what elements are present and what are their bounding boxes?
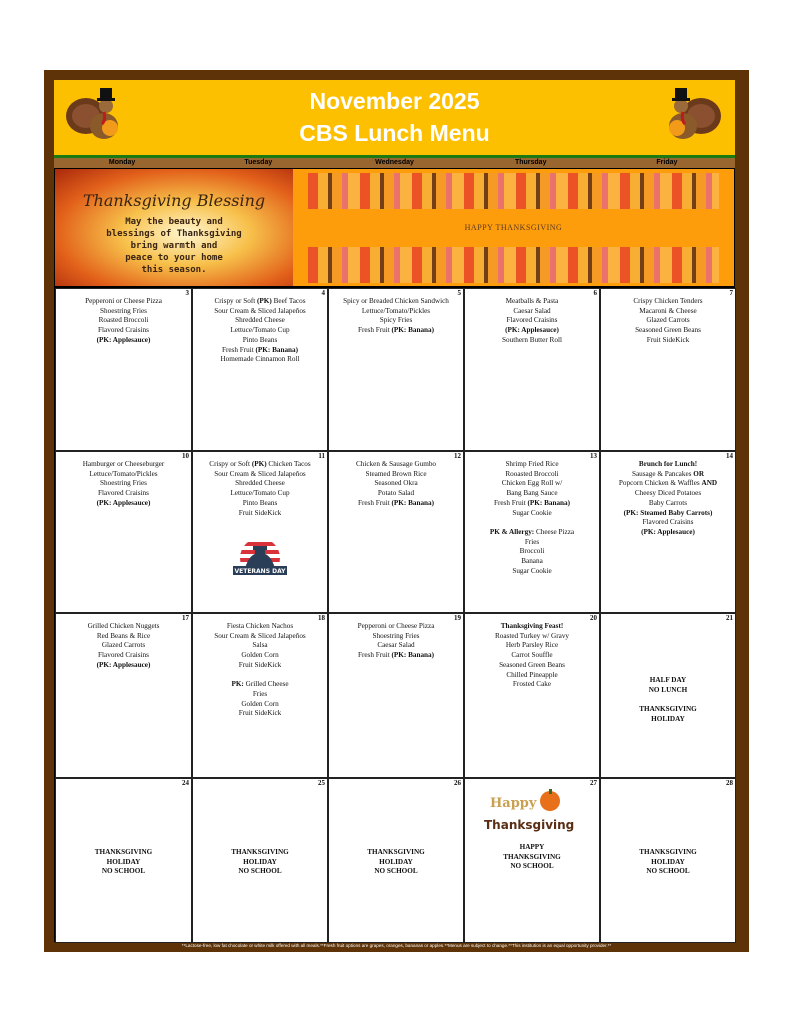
menu-item [331, 867, 461, 877]
menu-item: Shoestring Fries [100, 479, 147, 488]
weekday-label: Friday [656, 159, 678, 166]
menu-item [603, 705, 733, 715]
svg-text:Happy: Happy [490, 796, 537, 811]
menu-item: Sugar Cookie [512, 566, 552, 575]
menu-item: Red Beans & Rice [96, 631, 151, 640]
day-number: 3 [185, 289, 189, 297]
day-cell [464, 613, 600, 778]
menu-item: Sour Cream & Sliced Jalapeños [214, 631, 306, 640]
day-cell [55, 778, 192, 943]
menu-item [603, 676, 733, 686]
menu-item [603, 509, 733, 519]
menu-item: Fresh Fruit (PK: Banana) [357, 326, 435, 335]
menu-item [195, 848, 325, 858]
day-cell [55, 451, 192, 613]
menu-item: Spicy Fries [379, 316, 413, 325]
bold-text: AND [701, 479, 718, 488]
svg-text:Thanksgiving: Thanksgiving [484, 818, 575, 832]
day-number: 11 [318, 452, 325, 460]
menu-item: Potato Salad [377, 489, 415, 498]
svg-text:VETERANS DAY: VETERANS DAY [234, 568, 286, 576]
menu-item [58, 336, 189, 346]
menu-item [603, 695, 733, 705]
bold-text: (PK) [251, 460, 267, 468]
bold-text: NO SCHOOL [238, 867, 282, 876]
menu-item: Grilled Chicken Nuggets [87, 622, 160, 630]
day-number: 7 [729, 289, 733, 297]
menu-item: Crispy or Soft (PK) Beef Tacos [214, 297, 306, 305]
menu-item: Chilled Pineapple [506, 670, 558, 679]
menu-item [467, 843, 597, 853]
floral-border [308, 173, 719, 209]
happy-thanksgiving-image [467, 787, 597, 837]
menu-item: Spicy or Breaded Chicken Sandwich [343, 297, 449, 305]
page-subtitle: CBS Lunch Menu [299, 120, 490, 146]
bold-text: (PK: Steamed Baby Carrots) [623, 508, 713, 517]
menu-item: Shoestring Fries [100, 306, 147, 315]
day-number: 19 [454, 614, 461, 622]
bold-text: THANKSGIVING [503, 852, 561, 861]
menu-item: Lettuce/Tomato/Pickles [361, 306, 431, 315]
blessing-line: peace to your home [125, 253, 223, 263]
day-number: 26 [454, 779, 461, 787]
menu-item [467, 326, 597, 336]
menu-item: Lettuce/Tomato/Pickles [89, 469, 158, 478]
bold-text: HOLIDAY [379, 857, 413, 866]
menu-item [603, 460, 733, 470]
bold-text: HALF DAY [649, 676, 687, 684]
menu-item [58, 858, 189, 868]
bold-text: THANKSGIVING [639, 848, 697, 856]
bold-text: HOLIDAY [106, 857, 141, 866]
menu-item: Flavored Craisins [506, 316, 558, 325]
day-number: 21 [726, 614, 733, 622]
bold-text: PK & Allergy: [489, 527, 535, 536]
bold-text: OR [693, 469, 705, 478]
menu-item: Steamed Brown Rice [365, 469, 427, 478]
bold-text: (PK: Banana) [391, 326, 435, 335]
menu-item: Crispy Chicken Tenders [633, 297, 703, 305]
day-cell [328, 778, 464, 943]
menu-item: PK & Allergy: Cheese Pizza [489, 527, 575, 536]
bold-text: Thanksgiving Feast! [500, 622, 564, 630]
happy-thanksgiving-text: HAPPY THANKSGIVING [464, 223, 563, 232]
menu-item: Roasted Broccoli [98, 316, 149, 325]
day-cell [192, 778, 328, 943]
day-number: 13 [590, 452, 597, 460]
day-cell [464, 778, 600, 943]
menu-item: Flavored Craisins [98, 489, 149, 498]
menu-item: Sausage & Pancakes OR [631, 469, 705, 478]
menu-item [467, 622, 597, 632]
menu-item: Flavored Craisins [98, 651, 149, 660]
day-number: 14 [726, 452, 733, 460]
menu-item: Meatballs & Pasta [505, 297, 559, 305]
day-number: 5 [457, 289, 461, 297]
thanksgiving-blessing-image [55, 169, 293, 286]
menu-item: Glazed Carrots [646, 316, 690, 325]
menu-item: Carrot Souffle [511, 651, 553, 660]
day-cell [600, 778, 736, 943]
menu-item: PK: Grilled Cheese [231, 680, 289, 689]
day-cell [600, 613, 736, 778]
menu-item: Chicken & Sausage Gumbo [355, 460, 437, 468]
bold-text: (PK: Applesauce) [505, 326, 559, 335]
weekday-label: Tuesday [244, 159, 273, 166]
menu-item: Chicken Egg Roll w/ [501, 479, 563, 488]
blessing-line: May the beauty and [125, 217, 223, 227]
bold-text: (PK: Applesauce) [641, 527, 695, 536]
menu-item: Glazed Carrots [101, 641, 146, 650]
menu-item [603, 858, 733, 868]
menu-item [603, 848, 733, 858]
bold-text: NO SCHOOL [510, 862, 554, 871]
menu-item: Flavored Craisins [98, 326, 149, 335]
bold-text: HOLIDAY [243, 857, 277, 866]
bold-text: (PK: Applesauce) [96, 498, 151, 507]
menu-item: Golden Corn [241, 699, 279, 708]
veterans-day-image [195, 532, 325, 578]
menu-item: Salsa [252, 641, 268, 650]
day-cell [328, 288, 464, 451]
menu-item [467, 853, 597, 863]
menu-item: Hamburger or Cheeseburger [82, 460, 165, 468]
day-number: 12 [454, 452, 461, 460]
menu-item: Shoestring Fries [372, 631, 420, 640]
menu-item [58, 661, 189, 671]
menu-item: Pinto Beans [242, 335, 278, 344]
menu-item: Frosted Cake [512, 680, 552, 689]
day-cell [464, 451, 600, 613]
menu-item: Sour Cream & Sliced Jalapeños [214, 306, 306, 315]
bold-text: Brunch for Lunch! [638, 460, 698, 468]
day-number: 28 [726, 779, 733, 787]
menu-item [58, 499, 189, 509]
menu-item: Fresh Fruit (PK: Banana) [357, 651, 435, 660]
day-cell [192, 613, 328, 778]
menu-item: Caesar Salad [377, 641, 415, 650]
page-title: November 2025 [309, 88, 480, 114]
menu-item: Fries [252, 689, 268, 698]
menu-item: Crispy or Soft (PK) Chicken Tacos [209, 460, 311, 468]
bold-text: (PK: Applesauce) [96, 335, 151, 344]
day-number: 20 [590, 614, 597, 622]
menu-item: Shrimp Fried Rice [505, 460, 559, 468]
day-cell [55, 613, 192, 778]
menu-item: Seasoned Green Beans [499, 660, 565, 669]
blessing-title: Thanksgiving Blessing [82, 191, 266, 210]
bold-text: NO SCHOOL [374, 867, 418, 876]
weekday-label: Monday [108, 159, 136, 166]
menu-item [58, 848, 189, 858]
menu-item: Lettuce/Tomato Cup [230, 326, 290, 335]
bold-text: THANKSGIVING [94, 848, 153, 856]
bold-text: NO SCHOOL [646, 867, 690, 876]
menu-item: Fresh Fruit (PK: Banana) [221, 345, 299, 354]
pilgrim-turkey-icon [653, 84, 723, 150]
bold-text: (PK: Banana) [391, 651, 435, 660]
bold-text: THANKSGIVING [367, 848, 425, 856]
day-number: 10 [182, 452, 189, 460]
menu-item: Fruit SideKick [238, 508, 282, 517]
menu-item [195, 858, 325, 868]
menu-item: Flavored Craisins [642, 518, 694, 527]
menu-item [467, 518, 597, 528]
menu-item: Fiesta Chicken Nachos [226, 622, 294, 630]
bold-text: PK: [231, 680, 244, 689]
day-number: 27 [590, 779, 597, 787]
menu-item: Broccoli [519, 547, 545, 556]
menu-item [58, 867, 189, 877]
veterans-day-logo-icon [225, 532, 295, 578]
menu-item: Fresh Fruit (PK: Banana) [493, 498, 571, 507]
menu-item: Fruit SideKick [238, 660, 282, 669]
bold-text: THANKSGIVING [639, 705, 697, 714]
menu-item [331, 848, 461, 858]
day-number: 4 [321, 289, 325, 297]
menu-calendar-grid [54, 287, 735, 942]
day-cell [192, 451, 328, 613]
happy-thanksgiving-logo-icon [480, 787, 584, 837]
bold-text: (PK: Banana) [391, 498, 435, 507]
menu-item: Banana [521, 557, 543, 566]
day-cell [464, 288, 600, 451]
bold-text: NO LUNCH [648, 685, 688, 694]
blessing-line: bring warmth and [130, 241, 218, 251]
day-cell [192, 288, 328, 451]
menu-item: Shredded Cheese [235, 316, 285, 325]
day-cell [328, 451, 464, 613]
menu-item [467, 862, 597, 872]
menu-item: Shredded Cheese [235, 479, 285, 488]
menu-item: Fruit SideKick [238, 709, 282, 718]
menu-item: Macaroni & Cheese [639, 306, 697, 315]
floral-border [308, 247, 719, 283]
day-cell [600, 288, 736, 451]
menu-item: Roasted Turkey w/ Gravy [494, 631, 570, 640]
day-cell [55, 288, 192, 451]
menu-item [195, 671, 325, 681]
weekday-label: Thursday [514, 159, 547, 166]
menu-item: Lettuce/Tomato Cup [230, 489, 290, 498]
menu-item [603, 528, 733, 538]
day-number: 6 [593, 289, 597, 297]
menu-item [195, 867, 325, 877]
menu-item: Fresh Fruit (PK: Banana) [357, 498, 435, 507]
menu-item: Fries [524, 537, 540, 546]
menu-item [603, 715, 733, 725]
bold-text: (PK: Banana) [527, 498, 571, 507]
bold-text: HAPPY [519, 843, 545, 851]
menu-item: Homemade Cinnamon Roll [220, 355, 300, 364]
menu-item: Herb Parsley Rice [505, 641, 559, 650]
menu-item: Golden Corn [241, 651, 279, 660]
menu-item: Southern Butter Roll [502, 335, 562, 344]
bold-text: (PK: Banana) [255, 345, 299, 354]
happy-thanksgiving-floral-image [293, 169, 734, 286]
day-cell [600, 451, 736, 613]
menu-item: Seasoned Green Beans [635, 326, 701, 335]
bold-text: HOLIDAY [651, 714, 685, 723]
menu-item [331, 858, 461, 868]
day-cell [328, 613, 464, 778]
day-number: 18 [318, 614, 325, 622]
menu-item [603, 867, 733, 877]
thanksgiving-banner [54, 168, 735, 287]
bold-text: (PK: Applesauce) [96, 660, 151, 669]
menu-item: Baby Carrots [648, 498, 688, 507]
menu-item: Popcorn Chicken & Waffles AND [618, 479, 718, 488]
header [54, 80, 735, 158]
menu-item: Sour Cream & Sliced Jalapeños [214, 469, 306, 478]
menu-item [603, 686, 733, 696]
day-number: 24 [182, 779, 189, 787]
menu-item: Rooasted Broccoli [505, 469, 559, 478]
weekday-header [54, 158, 735, 168]
menu-item: Fruit SideKick [646, 335, 690, 344]
blessing-line: blessings of Thanksgiving [106, 229, 242, 239]
weekday-label: Wednesday [375, 159, 414, 166]
menu-item: Pepperoni or Cheese Pizza [85, 297, 162, 305]
blessing-line: this season. [141, 265, 207, 275]
menu-item: Pinto Beans [242, 498, 278, 507]
menu-item: Sugar Cookie [512, 508, 552, 517]
bold-text: NO SCHOOL [101, 867, 146, 876]
menu-item: Cheesy Diced Potatoes [634, 489, 702, 498]
menu-item: Pepperoni or Cheese Pizza [357, 622, 435, 630]
bold-text: THANKSGIVING [231, 848, 289, 856]
day-number: 25 [318, 779, 325, 787]
bold-text: (PK) [257, 297, 272, 305]
bold-text: HOLIDAY [651, 857, 685, 866]
day-number: 17 [182, 614, 189, 622]
footer-note: **Lactose-free, low fat chocolate or white milk offered with all meals.**Fresh fruit options are grapes, oranges, bananas or apples.**Menus are subject to change.**This institution is an equal opportunity provider.** [181, 943, 612, 948]
menu-item: Caesar Salad [513, 306, 551, 315]
menu-item: Bang Bang Sauce [506, 489, 558, 498]
menu-item: Seasoned Okra [374, 479, 418, 488]
